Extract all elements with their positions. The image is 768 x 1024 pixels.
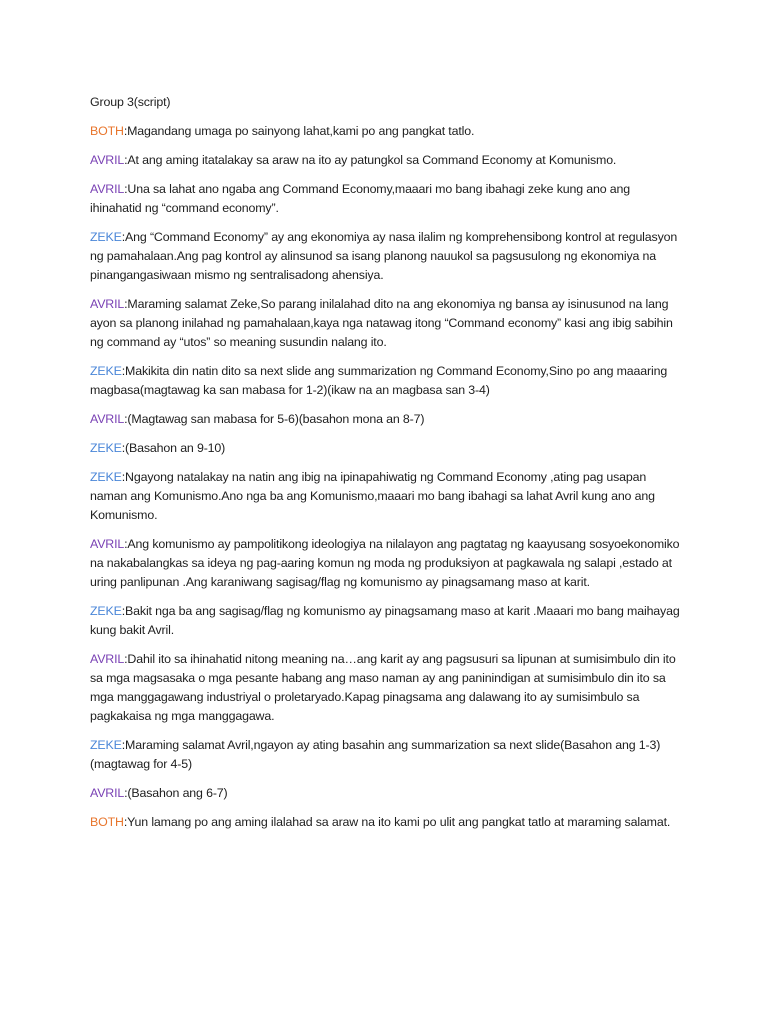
dialogue-text: :Dahil ito sa ihinahatid nitong meaning na…ang karit ay ang pagsusuri sa lipunan at sumisimbulo din ito sa mga magsasaka o mga pesante habang ang maso naman ay ang paninindigan at sumisimbulo din ito sa mga manggagawang industriyal o proletaryado.Kapag pinagsama ang dalawang ito ay sumisimbulo sa pagkakaisa ng mga manggagawa. <box>90 652 676 723</box>
dialogue-text: :(Magtawag san mabasa for 5-6)(basahon mona an 8-7) <box>124 412 425 426</box>
script-paragraph <box>90 535 684 592</box>
script-paragraph <box>90 410 684 429</box>
script-paragraph <box>90 784 684 803</box>
dialogue-text: :Ang komunismo ay pampolitikong ideologiya na nilalayon ang pagtatag ng kaayusang sosyoekonomiko na nakabalangkas sa ideya ng pag-aaring komun ng moda ng produksiyon at pagkawala ng salapi ,estado at uring panlipunan .Ang karaniwang sagisag/flag ng komunismo ay pinagsamang maso at karit. <box>90 537 680 589</box>
dialogue-text: :(Basahon ang 6-7) <box>124 786 228 800</box>
dialogue-text: :Ang “Command Economy” ay ang ekonomiya ay nasa ilalim ng komprehensibong kontrol at regulasyon ng pamahalaan.Ang pag kontrol ay alinsunod sa isang planong nauukol sa pagsusulong ng ekonomiya na pinangangasiwaan mismo ng sentralisadong ahensiya. <box>90 230 678 282</box>
script-paragraph <box>90 813 684 832</box>
speaker-label: AVRIL <box>90 652 125 666</box>
speaker-label: AVRIL <box>90 297 125 311</box>
script-paragraph <box>90 468 684 525</box>
dialogue-text: :At ang aming itatalakay sa araw na ito ay patungkol sa Command Economy at Komunismo. <box>124 153 617 167</box>
speaker-label: AVRIL <box>90 412 125 426</box>
dialogue-text: :Una sa lahat ano ngaba ang Command Economy,maaari mo bang ibahagi zeke kung ano ang ihinahatid ng “command economy”. <box>90 182 630 215</box>
script-paragraph <box>90 122 684 141</box>
speaker-label: AVRIL <box>90 786 125 800</box>
speaker-label: AVRIL <box>90 153 125 167</box>
script-paragraph <box>90 602 684 640</box>
speaker-label: AVRIL <box>90 182 125 196</box>
document-body <box>90 93 684 832</box>
speaker-label: BOTH <box>90 124 124 138</box>
script-paragraph <box>90 228 684 285</box>
dialogue-text: :Ngayong natalakay na natin ang ibig na ipinapahiwatig ng Command Economy ,ating pag usapan naman ang Komunismo.Ano nga ba ang Komunismo,maaari mo bang ibahagi sa lahat Avril kung ano ang Komunismo. <box>90 470 655 522</box>
speaker-label: ZEKE <box>90 364 122 378</box>
speaker-label: AVRIL <box>90 537 125 551</box>
speaker-label: ZEKE <box>90 441 122 455</box>
dialogue-text: :Makikita din natin dito sa next slide ang summarization ng Command Economy,Sino po ang maaaring magbasa(magtawag ka san mabasa for 1-2)(ikaw na an magbasa san 3-4) <box>90 364 668 397</box>
document-title: Group 3(script) <box>90 95 171 109</box>
dialogue-text: :Maraming salamat Avril,ngayon ay ating basahin ang summarization sa next slide(Basahon ang 1-3)(magtawag for 4-5) <box>90 738 661 771</box>
script-paragraph <box>90 295 684 352</box>
script-paragraph <box>90 650 684 726</box>
speaker-label: ZEKE <box>90 604 122 618</box>
script-paragraph <box>90 151 684 170</box>
speaker-label: BOTH <box>90 815 124 829</box>
speaker-label: ZEKE <box>90 470 122 484</box>
dialogue-text: :(Basahon an 9-10) <box>121 441 226 455</box>
script-paragraph <box>90 362 684 400</box>
speaker-label: ZEKE <box>90 230 122 244</box>
script-paragraph <box>90 180 684 218</box>
dialogue-text: :Maraming salamat Zeke,So parang inilalahad dito na ang ekonomiya ng bansa ay isinusunod na lang ayon sa planong inilahad ng pamahalaan,kaya nga natawag itong “Command economy” kasi ang ibig sabihin ng command ay “utos” so meaning susundin nalang ito. <box>90 297 673 349</box>
speaker-label: ZEKE <box>90 738 122 752</box>
dialogue-text: :Yun lamang po ang aming ilalahad sa araw na ito kami po ulit ang pangkat tatlo at maraming salamat. <box>123 815 671 829</box>
dialogue-text: :Bakit nga ba ang sagisag/flag ng komunismo ay pinagsamang maso at karit .Maaari mo bang maihayag kung bakit Avril. <box>90 604 680 637</box>
dialogue-text: :Magandang umaga po sainyong lahat,kami po ang pangkat tatlo. <box>123 124 475 138</box>
script-paragraph <box>90 439 684 458</box>
script-paragraph <box>90 736 684 774</box>
